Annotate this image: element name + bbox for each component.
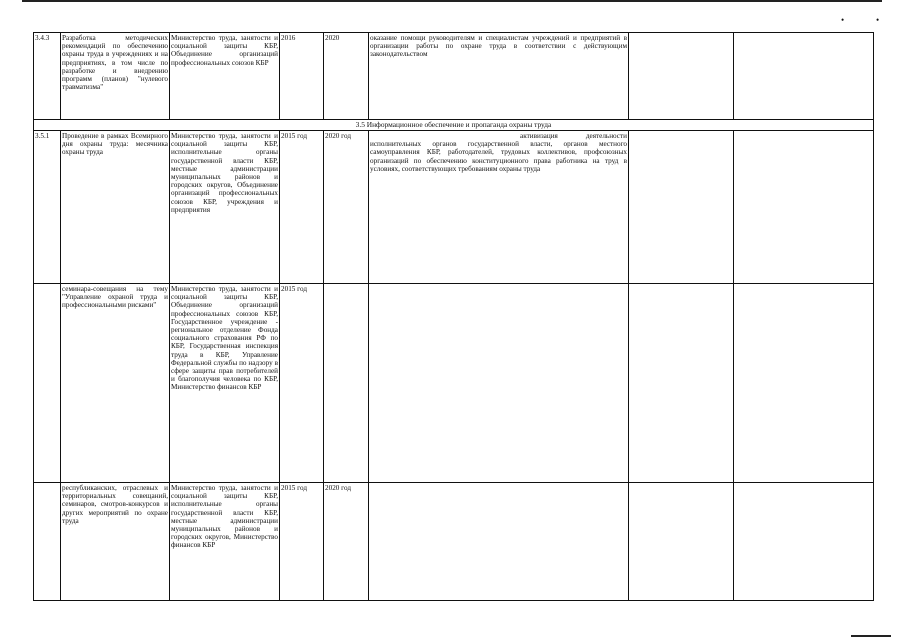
end-year: 2020 xyxy=(324,33,369,120)
extra-cell xyxy=(629,284,734,483)
start-year: 2015 год xyxy=(280,284,324,483)
extra-cell xyxy=(734,33,874,120)
row-number xyxy=(34,284,61,483)
table-row xyxy=(34,284,874,483)
measure-name: республиканских, отраслевых и территориальных совещаний, семинаров, смотров-конкурсов и других мероприятий по охране труда xyxy=(61,483,170,601)
executor: Министерство труда, занятости и социальной защиты КБР, исполнительные органы государственной власти КБР, местные администрации муниципальных районов и городских округов, Объединение организаций профессиональных союзов КБР, учреждения и предприятия xyxy=(170,131,280,284)
table-row xyxy=(34,33,874,120)
measure-name: Проведение в рамках Всемирного дня охраны труда: месячника охраны труда xyxy=(61,131,170,284)
executor: Министерство труда, занятости и социальной защиты КБР, Объединение организаций профессиональных союзов КБР xyxy=(170,33,280,120)
start-year: 2015 год xyxy=(280,483,324,601)
executor: Министерство труда, занятости и социальной защиты КБР, исполнительные органы государственной власти КБР, местные администрации муниципальных районов и городских округов, Министерство финансов КБР xyxy=(170,483,280,601)
end-year: 2020 год xyxy=(324,483,369,601)
executor: Министерство труда, занятости и социальной защиты КБР, Объединение организаций профессиональных союзов КБР, Государственное учреждение - региональное отделение Фонда социального страхования РФ по КБР, Государственная инспекция труда в КБР, Управление Федеральной службы по надзору в сфере защиты прав потребителей и благополучия человека по КБР, Министерство финансов КБР xyxy=(170,284,280,483)
expected-result xyxy=(369,284,629,483)
expected-result: активизация деятельности исполнительных органов государственной власти, органов местного самоуправления КБР, работодателей, трудовых коллективов, профсоюзных организаций по обеспечению конституционного права работника на труд в условиях, соответствующих требованиям охраны труда xyxy=(369,131,629,284)
table-row xyxy=(34,131,874,284)
row-number: 3.4.3 xyxy=(34,33,61,120)
section-title: 3.5 Информационное обеспечение и пропаганда охраны труда xyxy=(34,120,874,131)
section-row xyxy=(34,120,874,131)
row-number: 3.5.1 xyxy=(34,131,61,284)
top-rule xyxy=(22,0,882,2)
row-number xyxy=(34,483,61,601)
extra-cell xyxy=(734,131,874,284)
header-mark-2: • xyxy=(876,15,880,25)
measure-name: семинара-совещания на тему "Управление охраной труда и профессиональными рисками" xyxy=(61,284,170,483)
end-year: 2020 год xyxy=(324,131,369,284)
extra-cell xyxy=(734,483,874,601)
extra-cell xyxy=(734,284,874,483)
extra-cell xyxy=(629,483,734,601)
end-year xyxy=(324,284,369,483)
header-mark-1: • xyxy=(841,15,845,25)
extra-cell xyxy=(629,33,734,120)
bottom-rule xyxy=(851,635,891,637)
expected-result xyxy=(369,483,629,601)
measure-name: Разработка методических рекомендаций по обеспечению охраны труда в учреждениях и на предприятиях, в том числе по разработке и внедрению программ (планов) "нулевого травматизма" xyxy=(61,33,170,120)
start-year: 2016 xyxy=(280,33,324,120)
expected-result: оказание помощи руководителям и специалистам учреждений и предприятий в организации работы по охране труда в соответствии с действующим законодательством xyxy=(369,33,629,120)
table-row xyxy=(34,483,874,601)
start-year: 2015 год xyxy=(280,131,324,284)
extra-cell xyxy=(629,131,734,284)
plan-table xyxy=(33,32,874,601)
